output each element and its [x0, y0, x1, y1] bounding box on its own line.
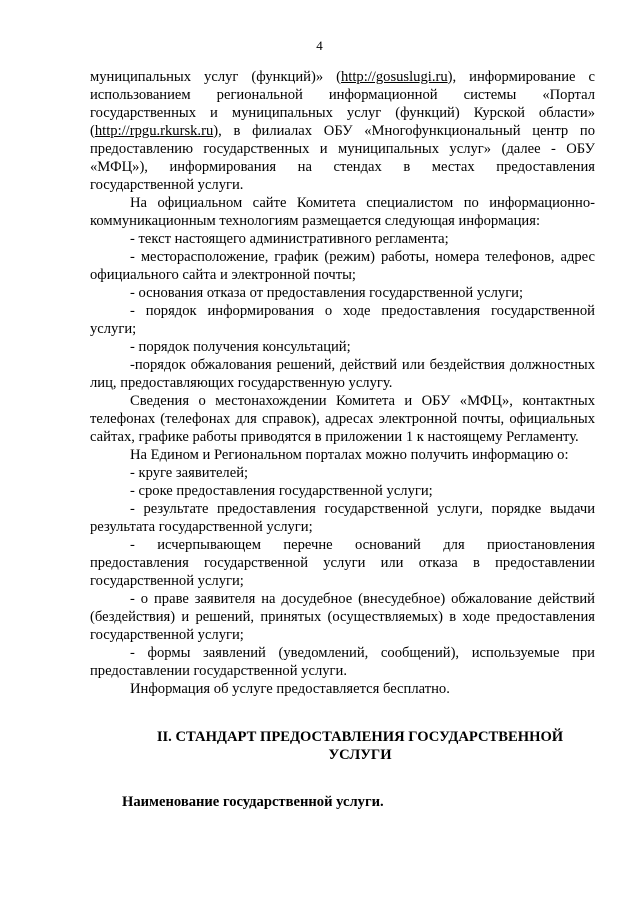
list-item-result: - результате предоставления государственной услуги, порядке выдачи результата государственной услуги;	[90, 501, 595, 535]
list-item-informing-order: - порядок информирования о ходе предоставления государственной услуги;	[90, 303, 595, 337]
page-number: 4	[316, 38, 323, 53]
list-item-location: - месторасположение, график (режим) работы, номера телефонов, адрес официального сайта и электронной почты;	[90, 249, 595, 283]
list-item-refusal-grounds: - основания отказа от предоставления государственной услуги;	[130, 285, 524, 301]
list-item-regulation-text: - текст настоящего административного регламента;	[130, 231, 449, 247]
intro-paragraph	[90, 68, 595, 194]
list-item-suspension-grounds: - исчерпывающем перечне оснований для приостановления предоставления государственной услуги или отказа в предоставлении государственной услуги;	[90, 537, 595, 589]
document-body	[90, 68, 595, 698]
list-item-application-forms: - формы заявлений (уведомлений, сообщений), используемые при предоставлении государственной услуги.	[90, 645, 595, 679]
gosuslugi-link[interactable]: http://gosuslugi.ru	[341, 69, 448, 85]
list-item-appeal-order: -порядок обжалования решений, действий или бездействия должностных лиц, предоставляющих государственную услугу.	[90, 357, 595, 391]
intro-text-3: ), в филиалах ОБУ «Многофункциональный центр по предоставлению государственных и муниципальных услуг» (далее - ОБУ «МФЦ»), информирования на стендах в местах предоставления государственной услуги.	[90, 123, 595, 193]
paragraph-portals: На Едином и Региональном порталах можно получить информацию о:	[130, 447, 569, 463]
rpgu-link[interactable]: http://rpgu.rkursk.ru	[94, 123, 214, 139]
intro-text-2: ), информирование с использованием региональной информационной системы «Портал государственных и муниципальных услуг (функций) Курской области» (	[90, 69, 595, 139]
list-item-term: - сроке предоставления государственной услуги;	[130, 483, 433, 499]
list-item-consultations: - порядок получения консультаций;	[130, 339, 351, 355]
paragraph-contacts: Сведения о местонахождении Комитета и ОБУ «МФЦ», контактных телефонах (телефонах для справок), адресах электронной почты, официальных сайтах, графике работы приводятся в приложении 1 к настоящему Регламенту.	[90, 393, 595, 445]
list-item-applicants: - круге заявителей;	[130, 465, 249, 481]
subheading: Наименование государственной услуги.	[122, 794, 384, 810]
paragraph-free-of-charge: Информация об услуге предоставляется бесплатно.	[130, 681, 450, 697]
list-item-appeal-right: - о праве заявителя на досудебное (внесудебное) обжалование действий (бездействия) и решений, принятых (осуществляемых) в ходе предоставления государственной услуги;	[90, 591, 595, 643]
section-heading: II. СТАНДАРТ ПРЕДОСТАВЛЕНИЯ ГОСУДАРСТВЕННОЙ УСЛУГИ	[156, 729, 564, 763]
paragraph-site-info: На официальном сайте Комитета специалистом по информационно-коммуникационным технологиям размещается следующая информация:	[90, 195, 595, 229]
intro-text-1: муниципальных услуг (функций)» (	[90, 69, 341, 85]
